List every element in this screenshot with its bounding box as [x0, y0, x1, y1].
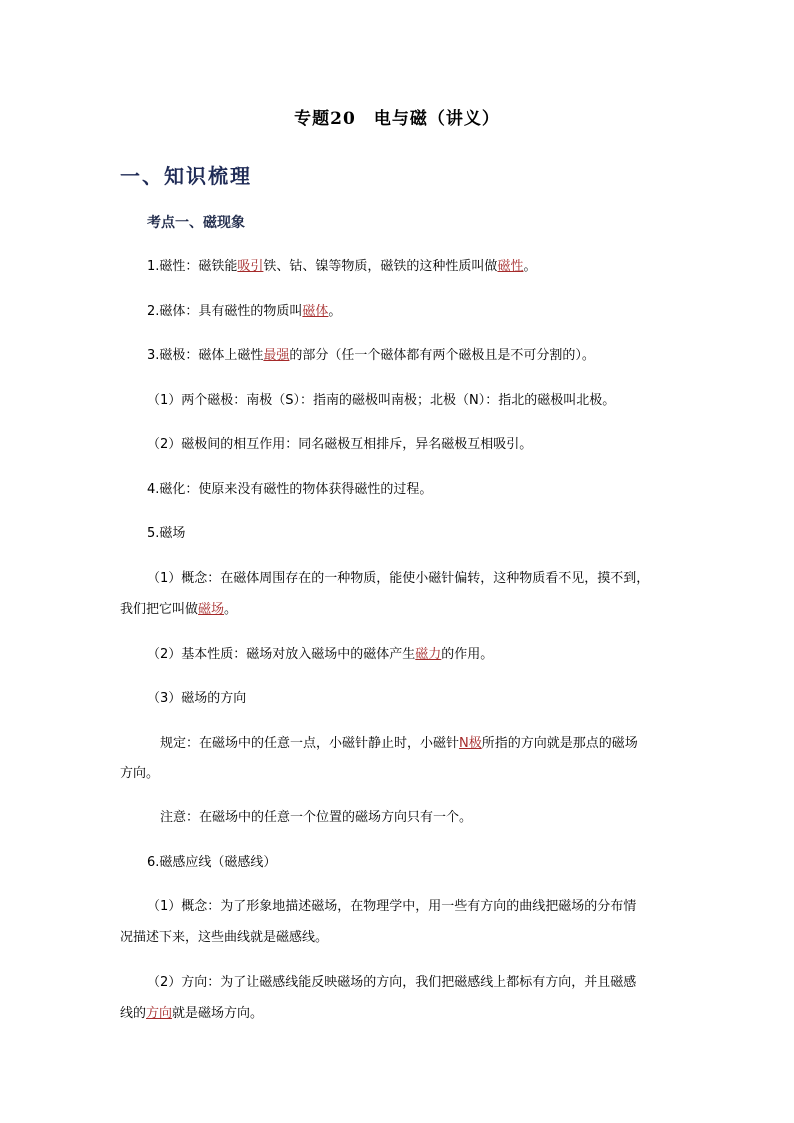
answer-blank: 磁性	[497, 259, 524, 274]
para-pole: 3.磁极：磁体上磁性最强的部分（任一个磁体都有两个磁极且是不可分割的）。	[147, 348, 595, 363]
para-field-concept-cont: 我们把它叫做磁场。	[120, 602, 238, 617]
para-field-lines-direction-cont: 线的方向就是磁场方向。	[120, 1006, 264, 1021]
subsection-heading: 考点一、磁现象	[147, 215, 245, 231]
para-field-lines-heading: 6.磁感应线（磁感线）	[147, 855, 277, 870]
para-rule: 规定：在磁场中的任意一点，小磁针静止时，小磁针N极所指的方向就是那点的磁场	[160, 736, 638, 751]
para-magnetization: 4.磁化：使原来没有磁性的物体获得磁性的过程。	[147, 482, 433, 497]
answer-blank: 磁力	[415, 647, 442, 662]
para-magnetism: 1.磁性：磁铁能吸引铁、钴、镍等物质，磁铁的这种性质叫做磁性。	[147, 259, 537, 274]
para-field-heading: 5.磁场	[147, 526, 186, 541]
para-two-poles: （1）两个磁极：南极（S）：指南的磁极叫南极；北极（N）：指北的磁极叫北极。	[147, 393, 616, 408]
para-note: 注意：在磁场中的任意一个位置的磁场方向只有一个。	[160, 810, 473, 825]
answer-blank: 方向	[146, 1006, 173, 1021]
para-pole-interaction: （2）磁极间的相互作用：同名磁极互相排斥，异名磁极互相吸引。	[147, 437, 533, 452]
para-rule-cont: 方向。	[120, 766, 160, 781]
answer-blank: 磁场	[198, 602, 225, 617]
page-title: 专题20 电与磁（讲义）	[294, 109, 500, 129]
para-field-property: （2）基本性质：磁场对放入磁场中的磁体产生磁力的作用。	[147, 647, 494, 662]
answer-blank: 磁体	[302, 304, 329, 319]
section-heading: 一、知识梳理	[120, 164, 252, 188]
para-field-direction: （3）磁场的方向	[147, 691, 247, 706]
answer-blank: 最强	[263, 348, 290, 363]
para-magnet: 2.磁体：具有磁性的物质叫磁体。	[147, 304, 342, 319]
para-field-lines-concept: （1）概念：为了形象地描述磁场，在物理学中，用一些有方向的曲线把磁场的分布情	[147, 899, 637, 914]
para-field-lines-direction: （2）方向：为了让磁感线能反映磁场的方向，我们把磁感线上都标有方向，并且磁感	[147, 975, 637, 990]
para-field-concept: （1）概念：在磁体周围存在的一种物质，能使小磁针偏转，这种物质看不见，摸不到，	[147, 571, 650, 586]
answer-blank: N极	[459, 736, 482, 751]
para-field-lines-concept-cont: 况描述下来，这些曲线就是磁感线。	[120, 930, 329, 945]
answer-blank: 吸引	[237, 259, 264, 274]
